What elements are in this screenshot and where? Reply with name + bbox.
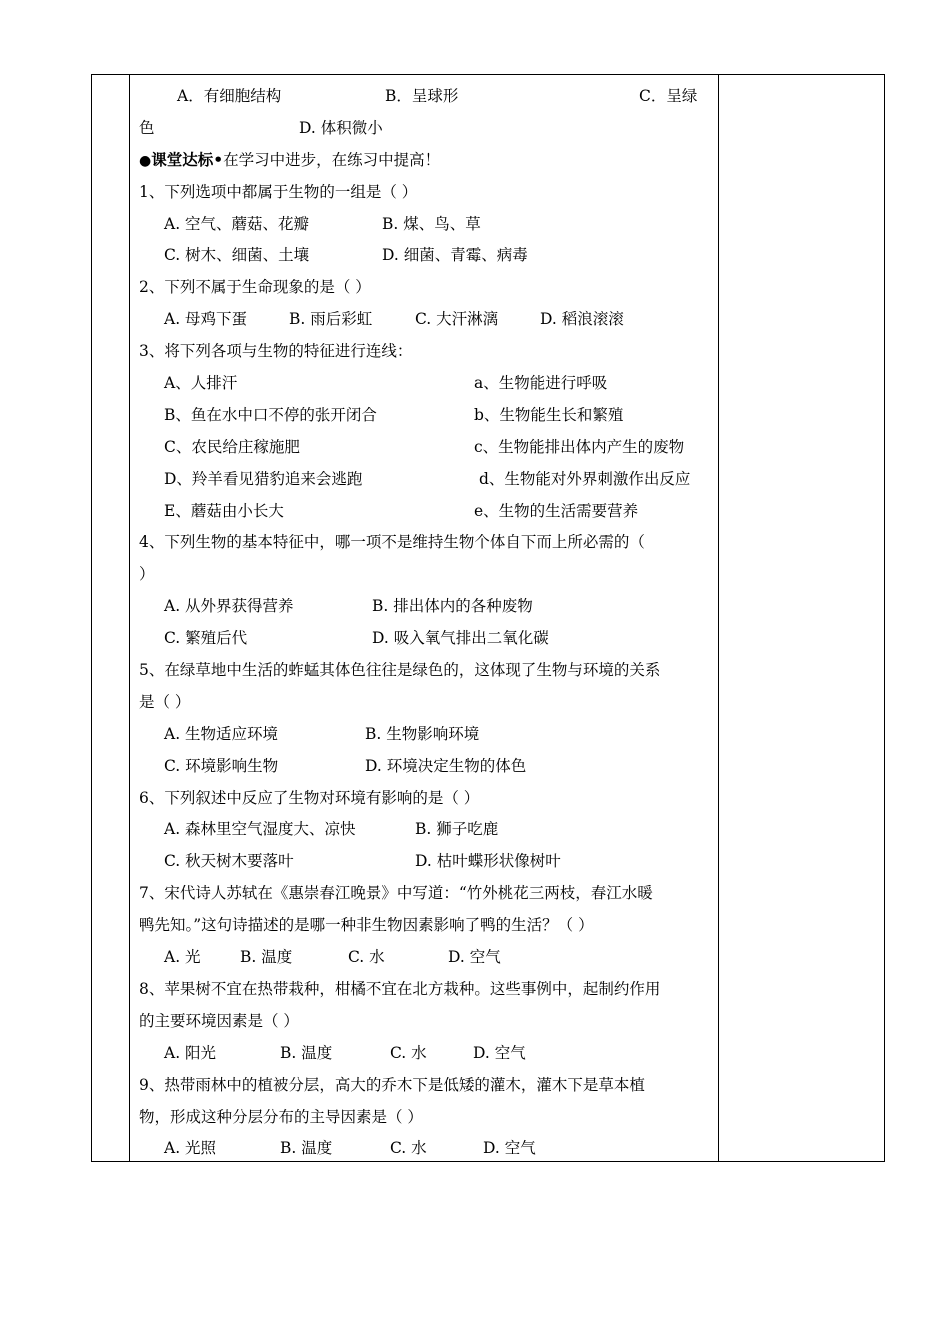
text-line	[139, 145, 713, 177]
text-cell: d、生物能对外界刺激作出反应	[479, 469, 691, 488]
text-line	[139, 1038, 713, 1070]
text-cell: 4、下列生物的基本特征中，哪一项不是维持生物个体自下而上所必需的（	[139, 533, 645, 552]
text-cell: D、羚羊看见猎豹追来会逃跑	[164, 469, 363, 488]
text-line	[139, 623, 713, 655]
text-line	[139, 974, 713, 1006]
text-cell: D. 吸入氧气排出二氧化碳	[372, 629, 549, 648]
text-cell: C. 秋天树木要落叶	[164, 852, 294, 871]
text-line	[139, 559, 713, 591]
text-line	[139, 432, 713, 464]
text-line	[139, 400, 713, 432]
text-cell: D. 枯叶蝶形状像树叶	[415, 852, 561, 871]
text-cell: b、生物能生长和繁殖	[474, 405, 624, 424]
text-cell: B. 煤、鸟、草	[382, 214, 481, 233]
text-line	[139, 1102, 713, 1134]
text-cell: B. 温度	[280, 1043, 333, 1062]
text-cell: D. 空气	[448, 948, 501, 967]
text-line	[139, 719, 713, 751]
text-cell: ）	[139, 565, 155, 584]
text-cell: 的主要环境因素是（ ）	[139, 1011, 299, 1030]
text-line	[139, 240, 713, 272]
text-cell: D. 体积微小	[299, 118, 383, 137]
text-line	[139, 496, 713, 528]
text-cell: 2、下列不属于生命现象的是（ ）	[139, 278, 371, 297]
text-cell: C. 大汗淋漓	[415, 310, 499, 329]
column-divider-left	[129, 75, 130, 1161]
text-cell: A. 母鸡下蛋	[164, 310, 248, 329]
text-cell: B. 温度	[240, 948, 293, 967]
section-bullet: ●	[139, 152, 152, 169]
text-line	[139, 336, 713, 368]
text-cell: 色	[139, 118, 155, 137]
text-cell: A. 阳光	[164, 1043, 217, 1062]
text-cell: E、蘑菇由小长大	[164, 501, 284, 520]
text-cell: D. 空气	[483, 1139, 536, 1158]
text-line	[139, 272, 713, 304]
text-cell: C. 水	[348, 948, 385, 967]
text-cell: 6、下列叙述中反应了生物对环境有影响的是（ ）	[139, 788, 480, 807]
text-cell: A、人排汗	[164, 374, 238, 393]
text-line	[139, 464, 713, 496]
column-divider-right	[718, 75, 719, 1161]
text-cell: C. 水	[390, 1139, 427, 1158]
text-cell: B. 雨后彩虹	[289, 310, 373, 329]
worksheet-table	[91, 74, 885, 1162]
text-line	[139, 591, 713, 623]
text-cell: B. 生物影响环境	[365, 724, 480, 743]
text-line	[139, 783, 713, 815]
text-cell: A. 光照	[164, 1139, 217, 1158]
text-cell: 鸭先知。”这句诗描述的是哪一种非生物因素影响了鸭的生活？（ ）	[139, 916, 594, 935]
text-line	[139, 878, 713, 910]
text-cell: 5、在绿草地中生活的蚱蜢其体色往往是绿色的，这体现了生物与环境的关系	[139, 661, 661, 680]
text-line	[139, 846, 713, 878]
text-cell: C. 水	[390, 1043, 427, 1062]
text-cell: B. 温度	[280, 1139, 333, 1158]
text-line	[139, 527, 713, 559]
text-line	[139, 1006, 713, 1038]
text-cell: 8、苹果树不宜在热带栽种，柑橘不宜在北方栽种。这些事例中，起制约作用	[139, 979, 661, 998]
text-cell: A. 光	[164, 948, 201, 967]
text-cell: A．有细胞结构	[177, 87, 282, 105]
text-line	[139, 751, 713, 783]
text-cell: C、农民给庄稼施肥	[164, 437, 300, 456]
text-cell: 物，形成这种分层分布的主导因素是（ ）	[139, 1107, 423, 1126]
text-cell: D. 细菌、青霉、病毒	[382, 246, 528, 265]
text-cell: D. 稻浪滚滚	[540, 310, 624, 329]
text-cell: B. 狮子吃鹿	[415, 820, 499, 839]
text-cell: D. 空气	[473, 1043, 526, 1062]
text-cell: B．呈球形	[385, 87, 459, 105]
text-cell: e、生物的生活需要营养	[474, 501, 639, 520]
text-line	[139, 910, 713, 942]
text-cell: C. 繁殖后代	[164, 629, 248, 648]
text-cell: B、鱼在水中口不停的张开闭合	[164, 405, 377, 424]
text-line	[139, 304, 713, 336]
text-cell: B. 排出体内的各种废物	[372, 597, 533, 616]
section-title: 课堂达标	[151, 150, 214, 169]
section-dot: •	[213, 150, 224, 169]
text-cell: c、生物能排出体内产生的废物	[474, 437, 685, 456]
text-cell: 3、将下列各项与生物的特征进行连线：	[139, 342, 413, 361]
text-cell: C. 环境影响生物	[164, 756, 279, 775]
text-line	[139, 942, 713, 974]
text-line	[139, 113, 713, 145]
text-cell: A. 空气、蘑菇、花瓣	[164, 214, 310, 233]
text-cell: 9、热带雨林中的植被分层，高大的乔木下是低矮的灌木，灌木下是草本植	[139, 1075, 645, 1094]
text-cell: A. 森林里空气湿度大、凉快	[164, 820, 356, 839]
text-cell: 是（ ）	[139, 692, 191, 711]
text-line	[139, 1133, 713, 1165]
text-line	[139, 81, 713, 113]
text-cell: C．呈绿	[639, 87, 698, 105]
section-subtitle: 在学习中进步，在练习中提高！	[223, 150, 441, 169]
text-cell: 1、下列选项中都属于生物的一组是（ ）	[139, 182, 418, 201]
text-cell: A. 从外界获得营养	[164, 597, 294, 616]
text-cell: C. 树木、细菌、土壤	[164, 246, 310, 265]
text-cell: 7、宋代诗人苏轼在《惠崇春江晚景》中写道：“竹外桃花三两枝，春江水暖	[139, 884, 653, 903]
text-line	[139, 655, 713, 687]
content-column	[139, 81, 713, 1165]
text-line	[139, 814, 713, 846]
text-cell: D. 环境决定生物的体色	[365, 756, 527, 775]
text-line	[139, 209, 713, 241]
text-line	[139, 687, 713, 719]
text-cell: A. 生物适应环境	[164, 724, 279, 743]
text-line	[139, 1070, 713, 1102]
text-cell: a、生物能进行呼吸	[474, 374, 608, 393]
text-line	[139, 177, 713, 209]
text-line	[139, 368, 713, 400]
